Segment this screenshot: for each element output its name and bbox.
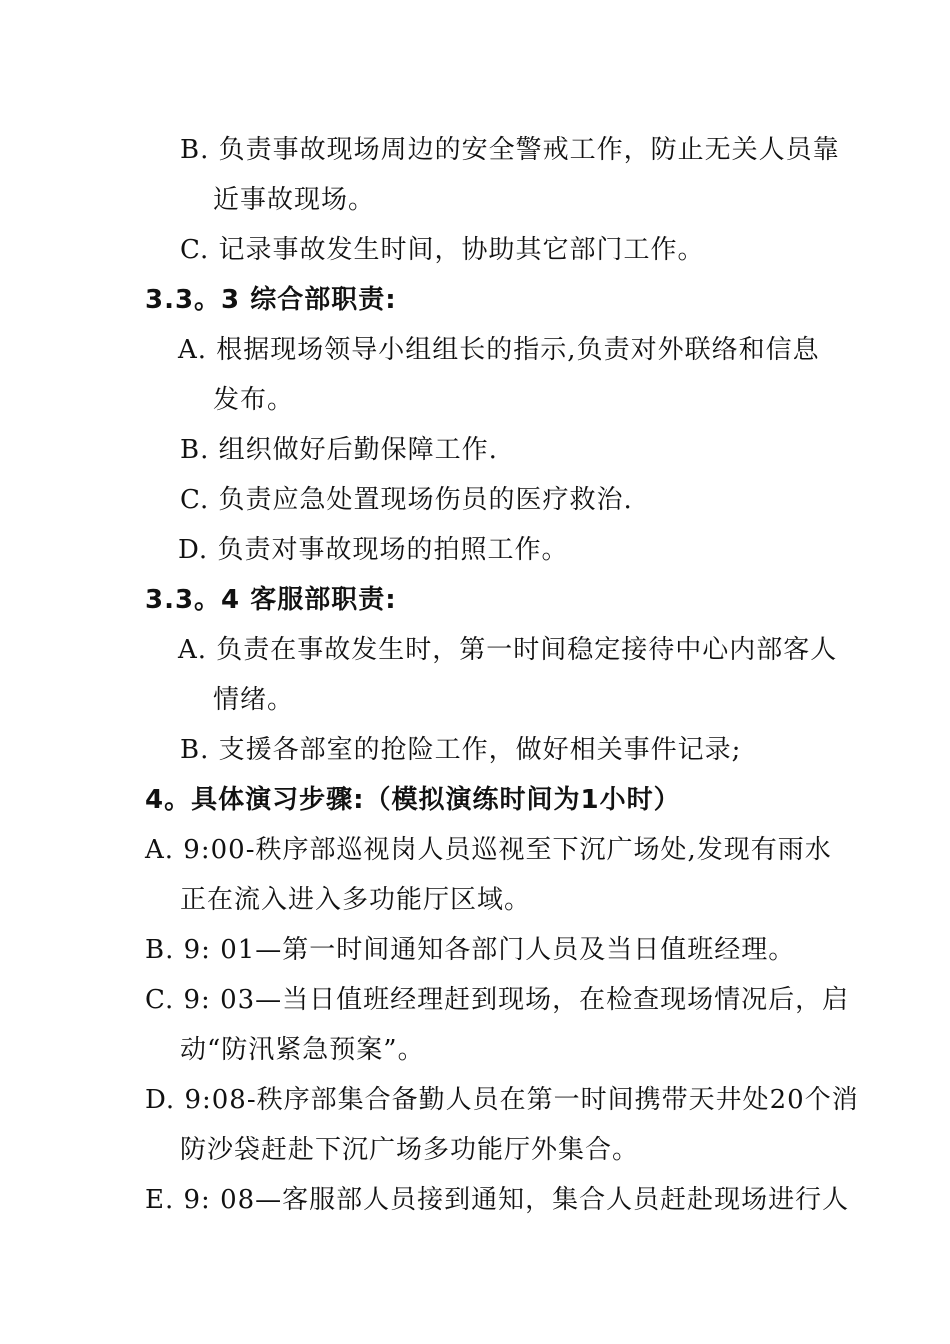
section-heading: 3.3。3 综合部职责: [145,285,397,315]
section-heading: 3.3。4 客服部职责: [145,585,397,615]
text-line: B. 负责事故现场周边的安全警戒工作，防止无关人员靠 [180,135,840,165]
text-line: B. 支援各部室的抢险工作，做好相关事件记录; [180,735,742,765]
text-line: D. 负责对事故现场的拍照工作。 [178,535,569,565]
text-line: C. 9: 03—当日值班经理赶到现场，在检查现场情况后，启 [145,985,850,1015]
text-line: A. 根据现场领导小组组长的指示,负责对外联络和信息 [178,335,820,365]
text-line: A. 9:00-秩序部巡视岗人员巡视至下沉广场处,发现有雨水 [145,835,832,865]
text-line: E. 9: 08—客服部人员接到通知，集合人员赶赴现场进行人 [145,1185,850,1215]
text-line: 动“防汛紧急预案”。 [180,1035,425,1065]
text-line: C. 记录事故发生时间，协助其它部门工作。 [180,235,705,265]
text-line: B. 组织做好后勤保障工作. [180,435,498,465]
text-line: D. 9:08-秩序部集合备勤人员在第一时间携带天井处20个消 [145,1085,859,1115]
text-line: C. 负责应急处置现场伤员的医疗救治. [180,485,633,515]
section-heading: 4。具体演习步骤:（模拟演练时间为1小时） [145,785,681,815]
text-line: 防沙袋赶赴下沉广场多功能厅外集合。 [180,1135,640,1165]
text-line: A. 负责在事故发生时，第一时间稳定接待中心内部客人 [178,635,838,665]
text-line: B. 9: 01—第一时间通知各部门人员及当日值班经理。 [145,935,796,965]
text-line: 正在流入进入多功能厅区域。 [180,885,532,915]
text-line: 情绪。 [213,685,295,715]
text-line: 近事故现场。 [213,185,376,215]
text-line: 发布。 [213,385,295,415]
